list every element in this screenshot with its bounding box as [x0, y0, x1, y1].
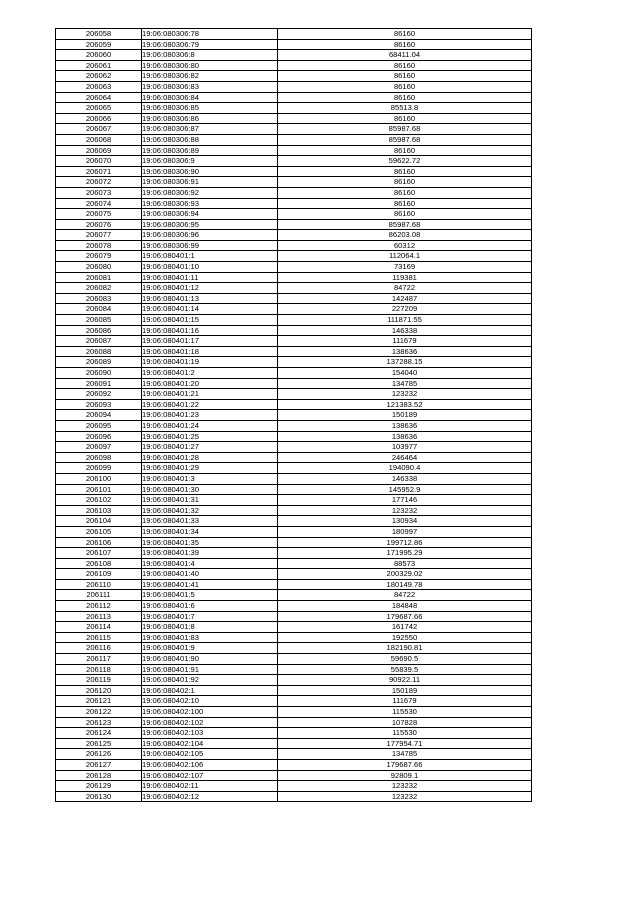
table-row	[56, 548, 532, 559]
value-cell: 182190.81	[278, 643, 532, 654]
cadastral-number-cell: 19:06:080306:80	[142, 60, 278, 71]
cadastral-number-cell: 19:06:080306:88	[142, 134, 278, 145]
row-id-cell: 206095	[56, 420, 142, 431]
cadastral-number-cell: 19:06:080306:99	[142, 240, 278, 251]
table-row	[56, 707, 532, 718]
row-id-cell: 206061	[56, 60, 142, 71]
cadastral-number-cell: 19:06:080402:11	[142, 781, 278, 792]
row-id-cell: 206100	[56, 473, 142, 484]
value-cell: 85987.68	[278, 134, 532, 145]
row-id-cell: 206063	[56, 81, 142, 92]
cadastral-number-cell: 19:06:080306:94	[142, 209, 278, 220]
value-cell: 86160	[278, 81, 532, 92]
row-id-cell: 206082	[56, 283, 142, 294]
value-cell: 137288.15	[278, 357, 532, 368]
value-cell: 86160	[278, 145, 532, 156]
row-id-cell: 206130	[56, 791, 142, 802]
value-cell: 86160	[278, 209, 532, 220]
cadastral-number-cell: 19:06:080401:6	[142, 601, 278, 612]
row-id-cell: 206102	[56, 495, 142, 506]
row-id-cell: 206125	[56, 738, 142, 749]
cadastral-number-cell: 19:06:080401:40	[142, 569, 278, 580]
table-row	[56, 675, 532, 686]
table-row	[56, 791, 532, 802]
cadastral-number-cell: 19:06:080401:2	[142, 368, 278, 379]
table-row	[56, 177, 532, 188]
value-cell: 119381	[278, 272, 532, 283]
value-cell: 86160	[278, 71, 532, 82]
table-row	[56, 738, 532, 749]
value-cell: 138636	[278, 346, 532, 357]
row-id-cell: 206112	[56, 601, 142, 612]
table-row	[56, 632, 532, 643]
cadastral-number-cell: 19:06:080402:100	[142, 707, 278, 718]
table-row	[56, 399, 532, 410]
table-row	[56, 452, 532, 463]
table-row	[56, 50, 532, 61]
value-cell: 130934	[278, 516, 532, 527]
value-cell: 199712.86	[278, 537, 532, 548]
table-row	[56, 325, 532, 336]
row-id-cell: 206116	[56, 643, 142, 654]
row-id-cell: 206105	[56, 526, 142, 537]
table-row	[56, 611, 532, 622]
cadastral-number-cell: 19:06:080401:12	[142, 283, 278, 294]
value-cell: 86160	[278, 177, 532, 188]
table-row	[56, 537, 532, 548]
table-row	[56, 156, 532, 167]
row-id-cell: 206068	[56, 134, 142, 145]
cadastral-number-cell: 19:06:080401:83	[142, 632, 278, 643]
row-id-cell: 206094	[56, 410, 142, 421]
cadastral-number-cell: 19:06:080306:8	[142, 50, 278, 61]
value-cell: 171995.29	[278, 548, 532, 559]
row-id-cell: 206070	[56, 156, 142, 167]
cadastral-number-cell: 19:06:080401:15	[142, 315, 278, 326]
cadastral-number-cell: 19:06:080401:91	[142, 664, 278, 675]
table-row	[56, 484, 532, 495]
cadastral-number-cell: 19:06:080401:19	[142, 357, 278, 368]
row-id-cell: 206064	[56, 92, 142, 103]
row-id-cell: 206127	[56, 759, 142, 770]
value-cell: 150189	[278, 685, 532, 696]
table-row	[56, 81, 532, 92]
table-row	[56, 569, 532, 580]
value-cell: 123232	[278, 505, 532, 516]
table-row	[56, 749, 532, 760]
row-id-cell: 206113	[56, 611, 142, 622]
table-row	[56, 781, 532, 792]
cadastral-number-cell: 19:06:080401:29	[142, 463, 278, 474]
table-row	[56, 473, 532, 484]
cadastral-number-cell: 19:06:080306:87	[142, 124, 278, 135]
cadastral-number-cell: 19:06:080402:102	[142, 717, 278, 728]
value-cell: 200329.02	[278, 569, 532, 580]
value-cell: 86160	[278, 187, 532, 198]
row-id-cell: 206129	[56, 781, 142, 792]
table-row	[56, 103, 532, 114]
value-cell: 86160	[278, 29, 532, 40]
row-id-cell: 206126	[56, 749, 142, 760]
row-id-cell: 206087	[56, 336, 142, 347]
table-row	[56, 113, 532, 124]
value-cell: 161742	[278, 622, 532, 633]
table-row	[56, 643, 532, 654]
value-cell: 184848	[278, 601, 532, 612]
row-id-cell: 206104	[56, 516, 142, 527]
cadastral-number-cell: 19:06:080402:105	[142, 749, 278, 760]
value-cell: 85513.8	[278, 103, 532, 114]
value-cell: 146338	[278, 473, 532, 484]
cadastral-number-cell: 19:06:080401:14	[142, 304, 278, 315]
value-cell: 123232	[278, 781, 532, 792]
cadastral-number-cell: 19:06:080401:13	[142, 293, 278, 304]
row-id-cell: 206089	[56, 357, 142, 368]
table-row	[56, 134, 532, 145]
row-id-cell: 206058	[56, 29, 142, 40]
row-id-cell: 206101	[56, 484, 142, 495]
row-id-cell: 206080	[56, 262, 142, 273]
value-cell: 86160	[278, 92, 532, 103]
table-row	[56, 728, 532, 739]
table-row	[56, 558, 532, 569]
table-row	[56, 442, 532, 453]
table-row	[56, 315, 532, 326]
row-id-cell: 206071	[56, 166, 142, 177]
table-row	[56, 230, 532, 241]
cadastral-number-cell: 19:06:080401:24	[142, 420, 278, 431]
row-id-cell: 206098	[56, 452, 142, 463]
cadastral-number-cell: 19:06:080401:17	[142, 336, 278, 347]
row-id-cell: 206099	[56, 463, 142, 474]
row-id-cell: 206106	[56, 537, 142, 548]
cadastral-number-cell: 19:06:080402:103	[142, 728, 278, 739]
value-cell: 134785	[278, 378, 532, 389]
cadastral-number-cell: 19:06:080306:92	[142, 187, 278, 198]
cadastral-number-cell: 19:06:080402:12	[142, 791, 278, 802]
row-id-cell: 206088	[56, 346, 142, 357]
value-cell: 60312	[278, 240, 532, 251]
value-cell: 86160	[278, 198, 532, 209]
cadastral-number-cell: 19:06:080306:86	[142, 113, 278, 124]
table-row	[56, 654, 532, 665]
cadastral-number-cell: 19:06:080401:21	[142, 389, 278, 400]
row-id-cell: 206085	[56, 315, 142, 326]
table-row	[56, 209, 532, 220]
value-cell: 112064.1	[278, 251, 532, 262]
cadastral-number-cell: 19:06:080401:1	[142, 251, 278, 262]
cadastral-number-cell: 19:06:080306:79	[142, 39, 278, 50]
row-id-cell: 206091	[56, 378, 142, 389]
value-cell: 246464	[278, 452, 532, 463]
row-id-cell: 206066	[56, 113, 142, 124]
cadastral-number-cell: 19:06:080401:41	[142, 579, 278, 590]
value-cell: 59622.72	[278, 156, 532, 167]
table-row	[56, 505, 532, 516]
table-row	[56, 219, 532, 230]
table-row	[56, 60, 532, 71]
row-id-cell: 206128	[56, 770, 142, 781]
table-row	[56, 420, 532, 431]
cadastral-number-cell: 19:06:080401:10	[142, 262, 278, 273]
row-id-cell: 206062	[56, 71, 142, 82]
cadastral-number-cell: 19:06:080401:30	[142, 484, 278, 495]
row-id-cell: 206124	[56, 728, 142, 739]
value-cell: 111871.55	[278, 315, 532, 326]
row-id-cell: 206097	[56, 442, 142, 453]
row-id-cell: 206083	[56, 293, 142, 304]
cadastral-number-cell: 19:06:080401:25	[142, 431, 278, 442]
row-id-cell: 206074	[56, 198, 142, 209]
cadastral-number-cell: 19:06:080306:84	[142, 92, 278, 103]
table-row	[56, 251, 532, 262]
value-cell: 138636	[278, 420, 532, 431]
value-cell: 86160	[278, 166, 532, 177]
value-cell: 177146	[278, 495, 532, 506]
table-row	[56, 71, 532, 82]
value-cell: 123232	[278, 791, 532, 802]
table-row	[56, 262, 532, 273]
value-cell: 92809.1	[278, 770, 532, 781]
cadastral-number-cell: 19:06:080402:1	[142, 685, 278, 696]
table-row	[56, 495, 532, 506]
table-row	[56, 410, 532, 421]
cadastral-number-cell: 19:06:080401:35	[142, 537, 278, 548]
value-cell: 180997	[278, 526, 532, 537]
value-cell: 84722	[278, 590, 532, 601]
value-cell: 194090.4	[278, 463, 532, 474]
cadastral-number-cell: 19:06:080306:95	[142, 219, 278, 230]
cadastral-number-cell: 19:06:080306:78	[142, 29, 278, 40]
table-row	[56, 759, 532, 770]
document-page	[55, 28, 531, 802]
value-cell: 111679	[278, 696, 532, 707]
cadastral-number-cell: 19:06:080306:85	[142, 103, 278, 114]
table-row	[56, 92, 532, 103]
table-row	[56, 145, 532, 156]
cadastral-number-cell: 19:06:080402:104	[142, 738, 278, 749]
value-cell: 68411.04	[278, 50, 532, 61]
value-cell: 115530	[278, 707, 532, 718]
table-row	[56, 29, 532, 40]
row-id-cell: 206078	[56, 240, 142, 251]
cadastral-number-cell: 19:06:080401:28	[142, 452, 278, 463]
row-id-cell: 206072	[56, 177, 142, 188]
table-row	[56, 272, 532, 283]
cadastral-number-cell: 19:06:080401:39	[142, 548, 278, 559]
value-cell: 150189	[278, 410, 532, 421]
value-cell: 85987.68	[278, 219, 532, 230]
table-row	[56, 187, 532, 198]
cadastral-number-cell: 19:06:080306:91	[142, 177, 278, 188]
row-id-cell: 206108	[56, 558, 142, 569]
value-cell: 86203.08	[278, 230, 532, 241]
cadastral-number-cell: 19:06:080401:9	[142, 643, 278, 654]
value-cell: 55839.5	[278, 664, 532, 675]
cadastral-number-cell: 19:06:080306:89	[142, 145, 278, 156]
value-cell: 134785	[278, 749, 532, 760]
value-cell: 88573	[278, 558, 532, 569]
row-id-cell: 206109	[56, 569, 142, 580]
row-id-cell: 206121	[56, 696, 142, 707]
row-id-cell: 206120	[56, 685, 142, 696]
table-row	[56, 357, 532, 368]
table-row	[56, 336, 532, 347]
value-cell: 111679	[278, 336, 532, 347]
table-row	[56, 166, 532, 177]
cadastral-number-cell: 19:06:080401:7	[142, 611, 278, 622]
row-id-cell: 206075	[56, 209, 142, 220]
table-row	[56, 516, 532, 527]
cadastral-number-cell: 19:06:080306:93	[142, 198, 278, 209]
value-cell: 84722	[278, 283, 532, 294]
cadastral-number-cell: 19:06:080401:27	[142, 442, 278, 453]
table-row	[56, 770, 532, 781]
table-row	[56, 198, 532, 209]
value-cell: 107828	[278, 717, 532, 728]
cadastral-number-cell: 19:06:080401:22	[142, 399, 278, 410]
row-id-cell: 206069	[56, 145, 142, 156]
cadastral-number-cell: 19:06:080306:96	[142, 230, 278, 241]
cadastral-number-cell: 19:06:080306:90	[142, 166, 278, 177]
table-row	[56, 39, 532, 50]
cadastral-number-cell: 19:06:080401:31	[142, 495, 278, 506]
row-id-cell: 206090	[56, 368, 142, 379]
table-row	[56, 622, 532, 633]
value-cell: 145952.9	[278, 484, 532, 495]
row-id-cell: 206114	[56, 622, 142, 633]
table-body	[56, 29, 532, 802]
row-id-cell: 206123	[56, 717, 142, 728]
row-id-cell: 206077	[56, 230, 142, 241]
cadastral-number-cell: 19:06:080401:3	[142, 473, 278, 484]
table-row	[56, 685, 532, 696]
row-id-cell: 206065	[56, 103, 142, 114]
table-row	[56, 696, 532, 707]
cadastral-number-cell: 19:06:080401:16	[142, 325, 278, 336]
cadastral-number-cell: 19:06:080401:32	[142, 505, 278, 516]
table-row	[56, 368, 532, 379]
data-table	[55, 28, 532, 802]
cadastral-number-cell: 19:06:080402:106	[142, 759, 278, 770]
row-id-cell: 206086	[56, 325, 142, 336]
table-row	[56, 717, 532, 728]
table-row	[56, 431, 532, 442]
value-cell: 86160	[278, 39, 532, 50]
value-cell: 85987.68	[278, 124, 532, 135]
table-row	[56, 124, 532, 135]
value-cell: 142487	[278, 293, 532, 304]
cadastral-number-cell: 19:06:080401:20	[142, 378, 278, 389]
cadastral-number-cell: 19:06:080401:4	[142, 558, 278, 569]
value-cell: 90922.11	[278, 675, 532, 686]
row-id-cell: 206084	[56, 304, 142, 315]
cadastral-number-cell: 19:06:080401:34	[142, 526, 278, 537]
value-cell: 115530	[278, 728, 532, 739]
cadastral-number-cell: 19:06:080401:5	[142, 590, 278, 601]
value-cell: 123232	[278, 389, 532, 400]
table-row	[56, 664, 532, 675]
cadastral-number-cell: 19:06:080401:11	[142, 272, 278, 283]
row-id-cell: 206059	[56, 39, 142, 50]
row-id-cell: 206117	[56, 654, 142, 665]
table-row	[56, 283, 532, 294]
table-row	[56, 378, 532, 389]
row-id-cell: 206111	[56, 590, 142, 601]
row-id-cell: 206076	[56, 219, 142, 230]
row-id-cell: 206079	[56, 251, 142, 262]
row-id-cell: 206115	[56, 632, 142, 643]
row-id-cell: 206067	[56, 124, 142, 135]
cadastral-number-cell: 19:06:080401:92	[142, 675, 278, 686]
table-row	[56, 240, 532, 251]
value-cell: 59690.5	[278, 654, 532, 665]
table-row	[56, 579, 532, 590]
table-row	[56, 463, 532, 474]
value-cell: 179687.66	[278, 611, 532, 622]
table-row	[56, 526, 532, 537]
cadastral-number-cell: 19:06:080401:33	[142, 516, 278, 527]
value-cell: 86160	[278, 113, 532, 124]
value-cell: 227209	[278, 304, 532, 315]
cadastral-number-cell: 19:06:080306:9	[142, 156, 278, 167]
row-id-cell: 206092	[56, 389, 142, 400]
cadastral-number-cell: 19:06:080306:83	[142, 81, 278, 92]
row-id-cell: 206096	[56, 431, 142, 442]
row-id-cell: 206122	[56, 707, 142, 718]
value-cell: 180149.78	[278, 579, 532, 590]
cadastral-number-cell: 19:06:080402:10	[142, 696, 278, 707]
row-id-cell: 206060	[56, 50, 142, 61]
value-cell: 146338	[278, 325, 532, 336]
table-row	[56, 601, 532, 612]
row-id-cell: 206081	[56, 272, 142, 283]
cadastral-number-cell: 19:06:080401:8	[142, 622, 278, 633]
row-id-cell: 206103	[56, 505, 142, 516]
row-id-cell: 206093	[56, 399, 142, 410]
row-id-cell: 206118	[56, 664, 142, 675]
cadastral-number-cell: 19:06:080306:82	[142, 71, 278, 82]
value-cell: 177954.71	[278, 738, 532, 749]
table-row	[56, 346, 532, 357]
value-cell: 138636	[278, 431, 532, 442]
value-cell: 86160	[278, 60, 532, 71]
value-cell: 121383.52	[278, 399, 532, 410]
cadastral-number-cell: 19:06:080401:18	[142, 346, 278, 357]
cadastral-number-cell: 19:06:080401:23	[142, 410, 278, 421]
table-row	[56, 389, 532, 400]
row-id-cell: 206110	[56, 579, 142, 590]
table-row	[56, 293, 532, 304]
cadastral-number-cell: 19:06:080402:107	[142, 770, 278, 781]
value-cell: 192550	[278, 632, 532, 643]
row-id-cell: 206119	[56, 675, 142, 686]
row-id-cell: 206107	[56, 548, 142, 559]
table-row	[56, 590, 532, 601]
value-cell: 154040	[278, 368, 532, 379]
table-row	[56, 304, 532, 315]
cadastral-number-cell: 19:06:080401:90	[142, 654, 278, 665]
row-id-cell: 206073	[56, 187, 142, 198]
value-cell: 103977	[278, 442, 532, 453]
value-cell: 179687.66	[278, 759, 532, 770]
value-cell: 73169	[278, 262, 532, 273]
